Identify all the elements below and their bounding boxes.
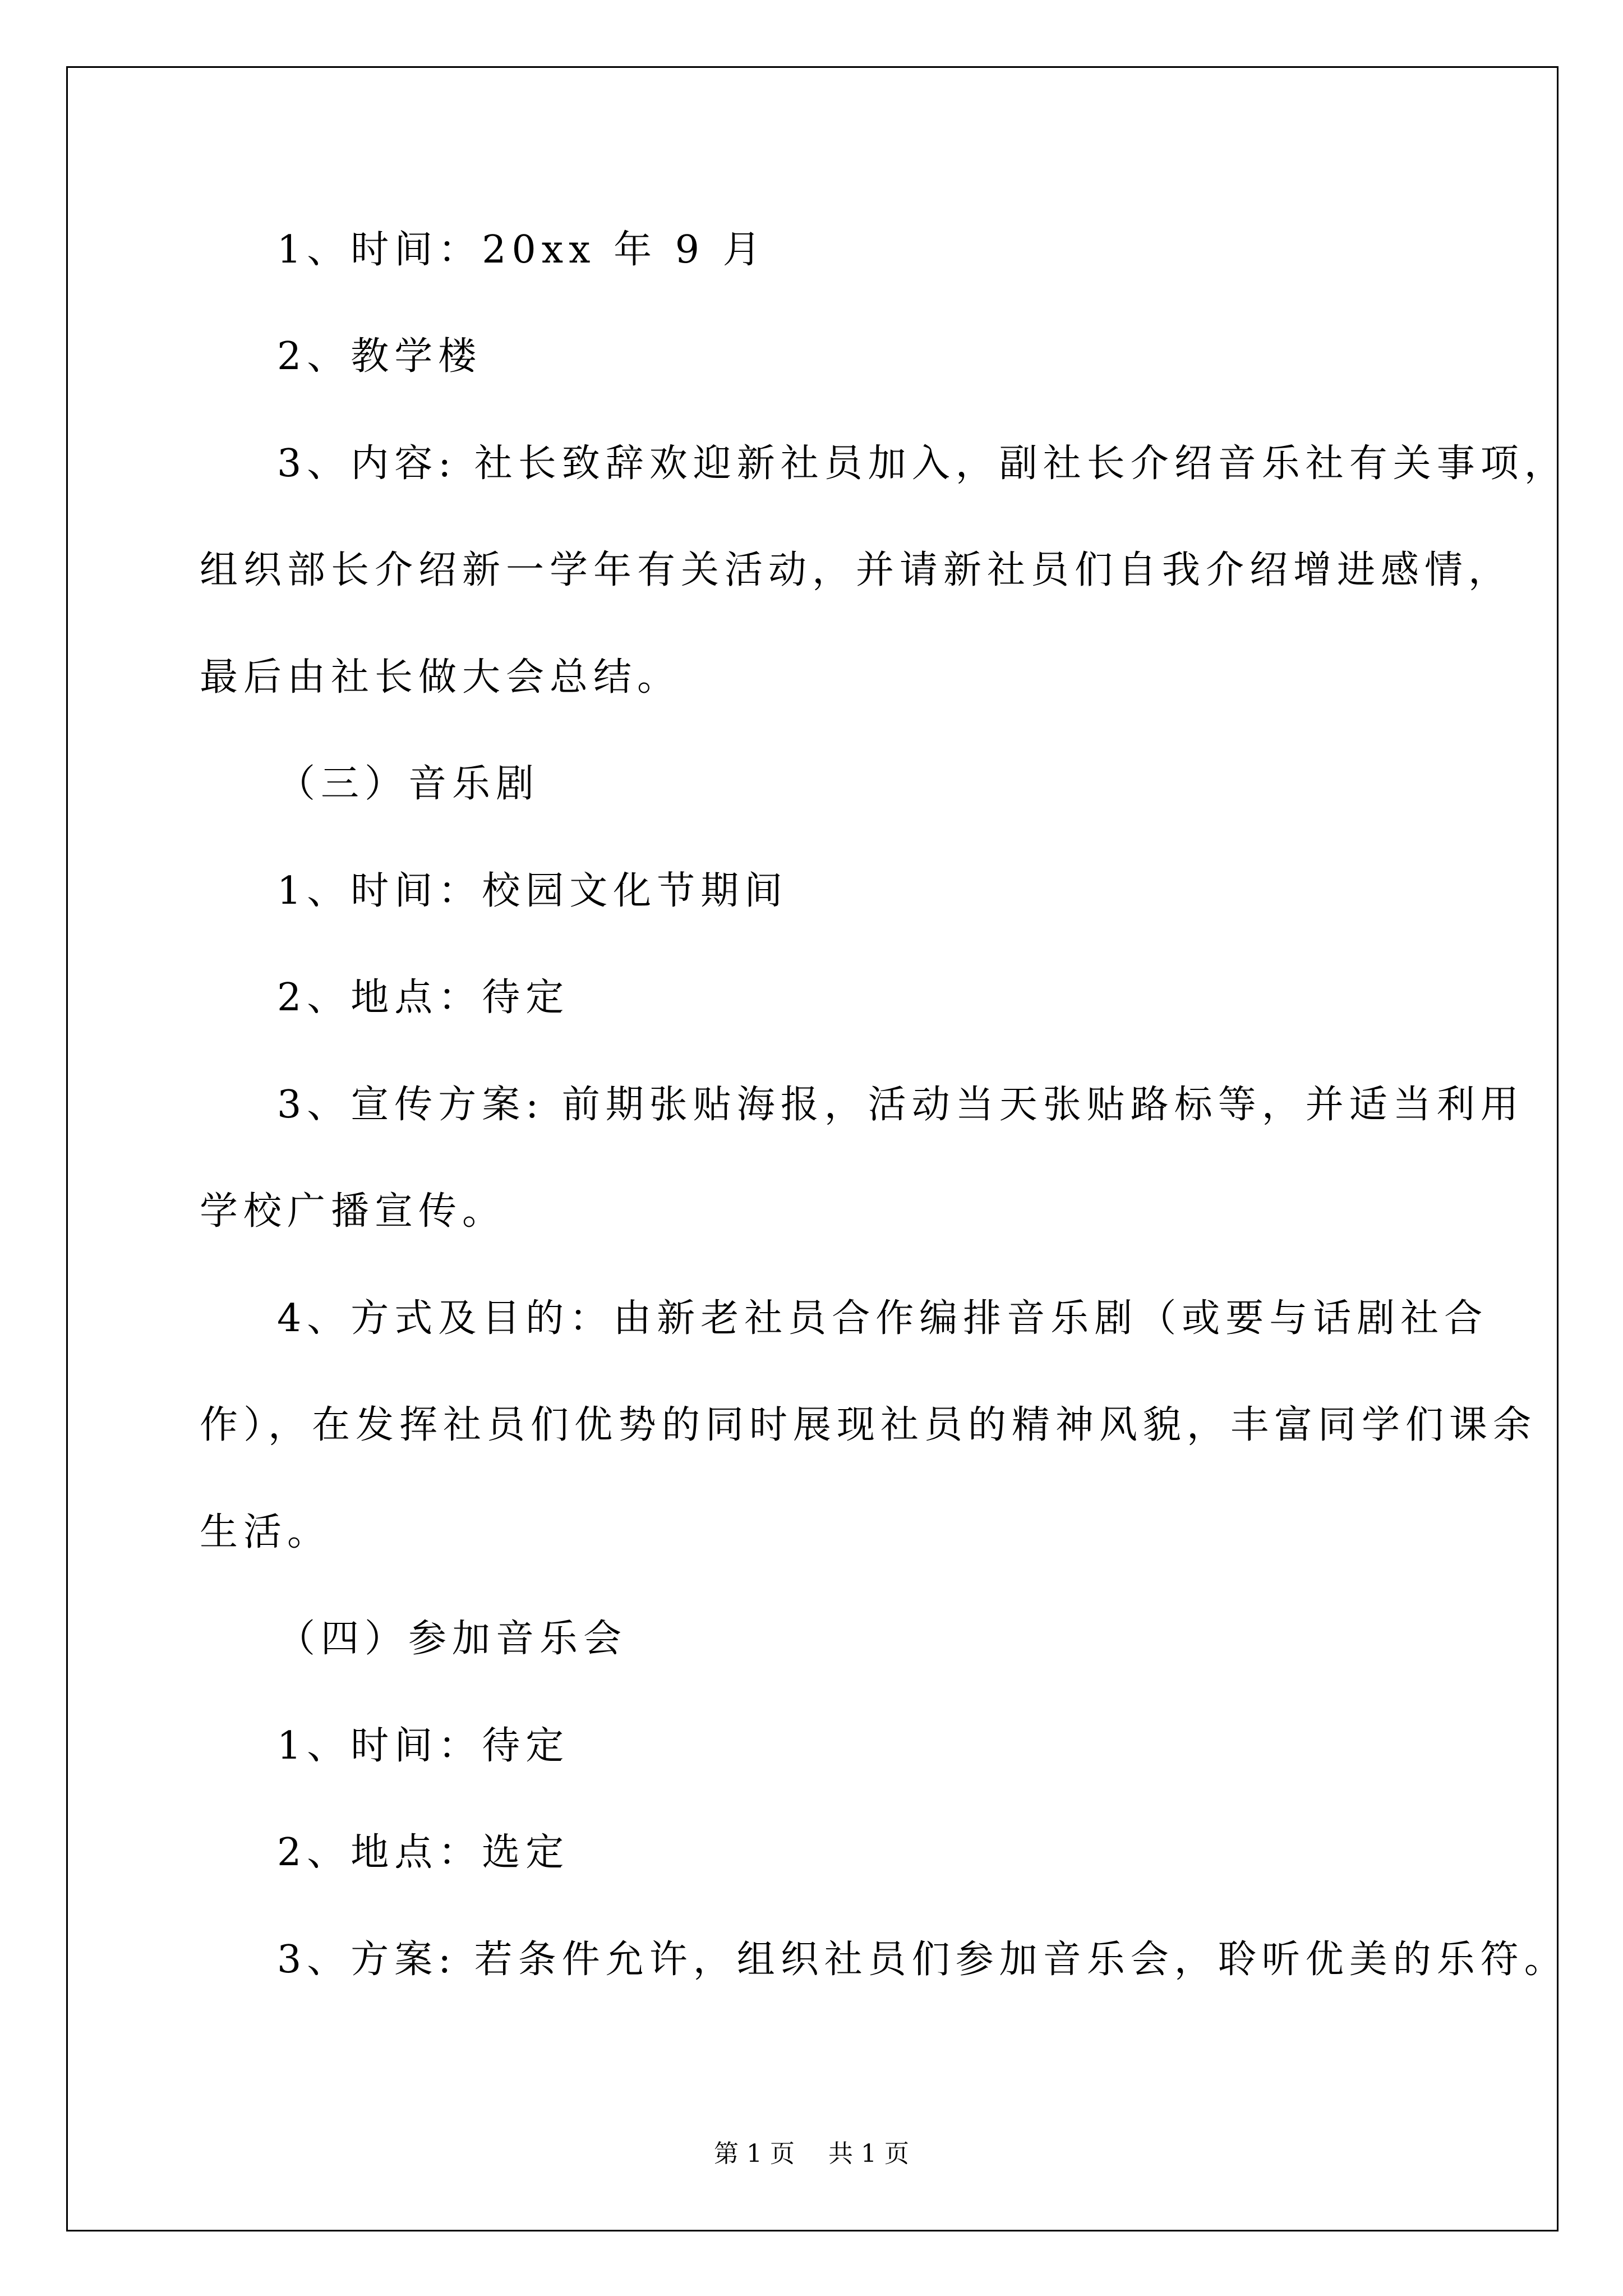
text-line: 3、方案: 若条件允许，组织社员们参加音乐会，聆听优美的乐符。 [277, 1938, 1568, 1982]
text-line: 2、地点：选定 [277, 1830, 570, 1875]
text-line: 2、地点：待定 [277, 976, 570, 1020]
page-border [66, 66, 1559, 2231]
page-number-total: 共 1 页 [828, 2139, 909, 2168]
text-line: 3、内容: 社长致辞欢迎新社员加入，副社长介绍音乐社有关事项， [277, 441, 1568, 486]
text-line: 组织部长介绍新一学年有关活动，并请新社员们自我介绍增进感情， [200, 548, 1513, 592]
text-line: 3、宣传方案: 前期张贴海报，活动当天张贴路标等，并适当利用 [277, 1083, 1524, 1127]
text-line: 最后由社长做大会总结。 [200, 655, 681, 700]
section-heading: （四）参加音乐会 [277, 1617, 628, 1661]
text-line: 4、方式及目的：由新老社员合作编排音乐剧（或要与话剧社合 [277, 1296, 1488, 1341]
text-line: 学校广播宣传。 [200, 1189, 506, 1234]
page-footer [0, 2139, 1623, 2168]
text-line: 作），在发挥社员们优势的同时展现社员的精神风貌，丰富同学们课余 [200, 1403, 1537, 1447]
text-line: 1、时间：待定 [277, 1724, 570, 1768]
page-number-current: 第 1 页 [714, 2139, 795, 2168]
section-heading: （三）音乐剧 [277, 762, 540, 806]
text-line: 1、时间：20xx 年 9 月 [277, 228, 767, 272]
text-line: 1、时间：校园文化节期间 [277, 869, 789, 913]
text-line: 生活。 [200, 1510, 331, 1554]
text-line: 2、教学楼 [277, 334, 482, 379]
